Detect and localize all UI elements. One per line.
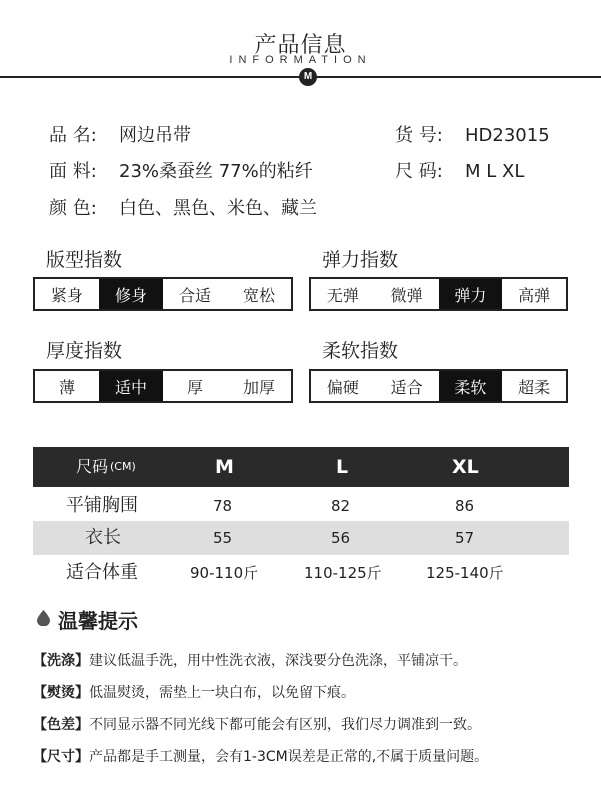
info-size [395, 157, 524, 183]
elasticity-option: 高弹 [518, 285, 551, 305]
tip-text: 不同显示器不同光线下都可能会有区别，我们尽力调准到一致。 [89, 717, 481, 733]
tip-text: 低温熨烫，需垫上一块白布，以免留下痕。 [89, 685, 355, 701]
size-header-l: L [336, 456, 349, 478]
size-header-unit: (CM) [110, 460, 136, 473]
info-name-label: 品 名: [49, 125, 97, 146]
elasticity-index-scale [309, 277, 568, 311]
tip-text: 建议低温手洗，用中性洗衣液，深浅要分色洗涤，平铺凉干。 [89, 653, 467, 669]
softness-option: 超柔 [518, 377, 551, 397]
info-color [49, 194, 317, 220]
row-value: 90-110斤 [190, 564, 259, 582]
thickness-option: 薄 [58, 377, 75, 397]
softness-option: 适合 [390, 377, 423, 397]
info-sku [395, 121, 550, 147]
info-fabric-label: 面 料: [49, 161, 97, 182]
softness-index-title: 柔软指数 [322, 340, 399, 362]
tip-item [33, 714, 481, 734]
elasticity-option: 弹力 [439, 279, 503, 309]
softness-index-scale [309, 369, 568, 403]
info-name [49, 121, 191, 147]
row-label: 适合体重 [66, 562, 138, 583]
thickness-option: 加厚 [242, 377, 275, 397]
elasticity-index-title: 弹力指数 [322, 249, 399, 271]
fit-index-scale [33, 277, 293, 311]
elasticity-option: 无弹 [326, 285, 359, 305]
header-badge: M [299, 68, 317, 86]
row-value: 110-125斤 [304, 564, 382, 582]
info-fabric-value: 23%桑蚕丝 77%的粘纤 [119, 161, 313, 182]
info-color-value: 白色、黑色、米色、藏兰 [119, 198, 317, 219]
row-value: 57 [455, 529, 475, 547]
thickness-option: 厚 [186, 377, 203, 397]
fit-index-title: 版型指数 [46, 249, 123, 271]
tip-tag: 【色差】 [33, 717, 89, 733]
thickness-option: 适中 [99, 371, 163, 401]
table-row [33, 489, 569, 523]
row-label: 平铺胸围 [66, 495, 138, 516]
thickness-index-scale [33, 369, 293, 403]
fit-option: 合适 [178, 285, 211, 305]
row-value: 55 [213, 529, 233, 547]
tips-title: 温馨提示 [58, 609, 138, 633]
softness-option: 偏硬 [326, 377, 359, 397]
page-title: 产品信息 [254, 33, 347, 58]
info-sku-label: 货 号: [395, 125, 443, 146]
tip-tag: 【洗涤】 [33, 653, 89, 669]
info-sku-value: HD23015 [465, 125, 550, 146]
fit-option: 修身 [99, 279, 163, 309]
fit-option: 紧身 [50, 285, 83, 305]
info-fabric [49, 157, 313, 183]
fit-option: 宽松 [242, 285, 275, 305]
tip-tag: 【熨烫】 [33, 685, 89, 701]
size-table-header [33, 447, 569, 487]
info-size-value: M L XL [465, 161, 525, 182]
row-value: 86 [455, 497, 475, 515]
info-name-value: 网边吊带 [119, 125, 191, 146]
size-header-xl: XL [452, 456, 479, 478]
water-drop-icon [37, 610, 50, 626]
row-value: 78 [213, 497, 233, 515]
table-row [33, 556, 569, 590]
row-value: 82 [331, 497, 351, 515]
size-header-m: M [215, 456, 234, 478]
table-row [33, 521, 569, 555]
page-subtitle: INFORMATION [229, 54, 372, 66]
softness-option: 柔软 [439, 371, 503, 401]
info-size-label: 尺 码: [395, 161, 443, 182]
size-header-label: 尺码 [76, 457, 109, 476]
tip-item [33, 650, 467, 670]
tip-tag: 【尺寸】 [33, 749, 89, 765]
row-value: 56 [331, 529, 351, 547]
elasticity-option: 微弹 [390, 285, 423, 305]
info-color-label: 颜 色: [49, 198, 97, 219]
thickness-index-title: 厚度指数 [46, 340, 123, 362]
tip-item [33, 682, 355, 702]
row-label: 衣长 [85, 527, 121, 548]
tip-item [33, 746, 488, 766]
row-value: 125-140斤 [426, 564, 504, 582]
tip-text: 产品都是手工测量，会有1-3CM误差是正常的,不属于质量问题。 [89, 749, 489, 765]
